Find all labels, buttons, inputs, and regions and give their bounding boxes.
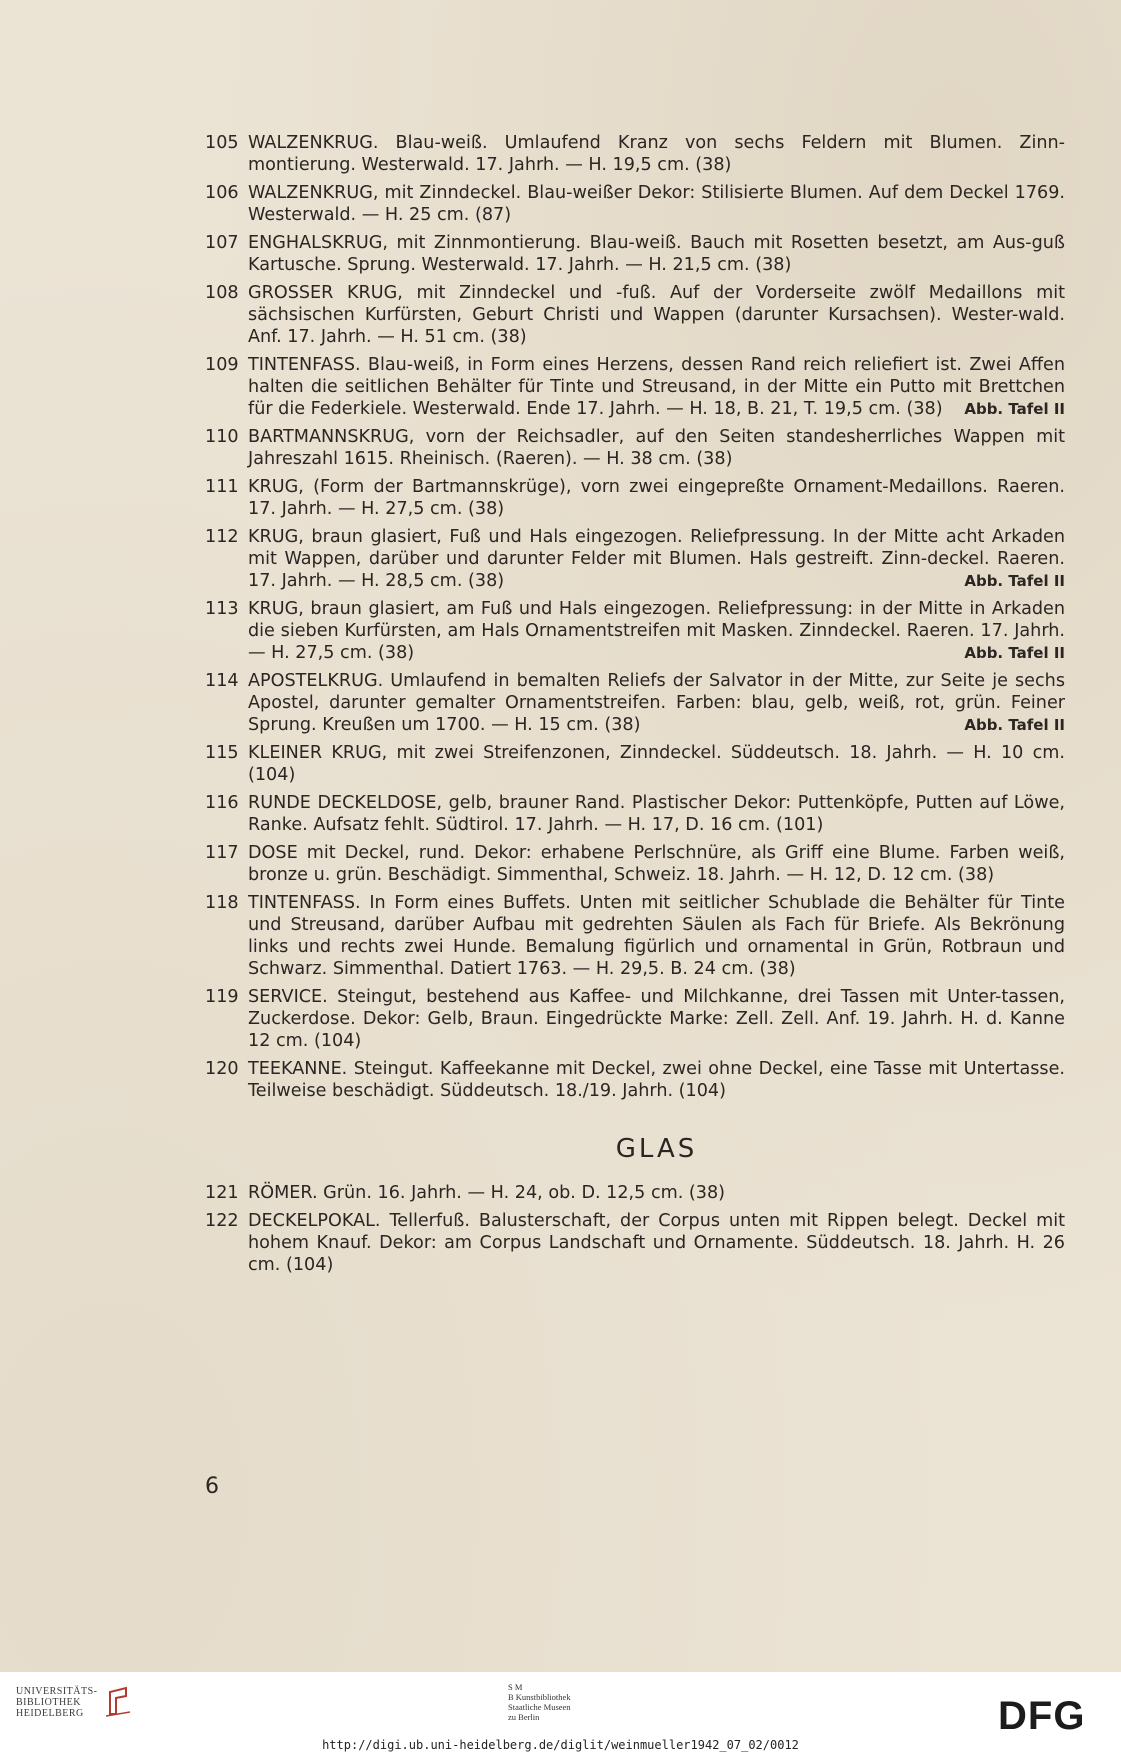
entry-number: 107 bbox=[205, 233, 239, 253]
library-line: BIBLIOTHEK bbox=[16, 1697, 81, 1708]
catalog-entry bbox=[205, 426, 1065, 470]
entry-description: ENGHALSKRUG, mit Zinnmontierung. Blau-weiß. Bauch mit Rosetten besetzt, am Aus-guß Kartusche. Sprung. Westerwald. 17. Jahrh. — H. 21,5 cm. (38) bbox=[248, 233, 1065, 275]
entry-description: KLEINER KRUG, mit zwei Streifenzonen, Zinndeckel. Süddeutsch. 18. Jahrh. — H. 10 cm. (104) bbox=[248, 743, 1065, 785]
catalog-entry bbox=[205, 476, 1065, 520]
source-url[interactable]: http://digi.ub.uni-heidelberg.de/diglit/weinmueller1942_07_02/0012 bbox=[322, 1738, 799, 1752]
entry-number: 110 bbox=[205, 427, 239, 447]
entry-number: 122 bbox=[205, 1211, 239, 1231]
entry-description: WALZENKRUG. Blau-weiß. Umlaufend Kranz von sechs Feldern mit Blumen. Zinn-montierung. Westerwald. 17. Jahrh. — H. 19,5 cm. (38) bbox=[248, 133, 1065, 175]
catalog-entry bbox=[205, 792, 1065, 836]
catalog-entry bbox=[205, 1058, 1065, 1102]
dfg-logo[interactable]: DFG bbox=[998, 1694, 1086, 1738]
catalog-entry bbox=[205, 132, 1065, 176]
library-line: HEIDELBERG bbox=[16, 1708, 84, 1719]
entry-number: 109 bbox=[205, 355, 239, 375]
entry-text: APOSTELKRUG. Umlaufend in bemalten Reliefs der Salvator in der Mitte, zur Seite je sechs Apostel, darunter gemalter Ornamentstreifen. Farben: blau, gelb, weiß, rot, grün. Feiner Sprung. Kreußen um 1700. — H. 15 cm. (38) bbox=[248, 671, 1065, 735]
entry-number: 120 bbox=[205, 1059, 239, 1079]
plate-reference: Abb. Tafel II bbox=[964, 400, 1065, 418]
catalog-entry bbox=[205, 986, 1065, 1052]
entry-number: 105 bbox=[205, 133, 239, 153]
plate-reference: Abb. Tafel II bbox=[964, 572, 1065, 590]
entry-number: 112 bbox=[205, 527, 239, 547]
center-line: B Kunstbibliothek bbox=[508, 1692, 571, 1702]
entry-description: RUNDE DECKELDOSE, gelb, brauner Rand. Plastischer Dekor: Puttenköpfe, Putten auf Löwe, Ranke. Aufsatz fehlt. Südtirol. 17. Jahrh. — H. 17, D. 16 cm. (101) bbox=[248, 793, 1065, 835]
entry-description: BARTMANNSKRUG, vorn der Reichsadler, auf den Seiten standesherrliches Wappen mit Jahreszahl 1615. Rheinisch. (Raeren). — H. 38 cm. (38) bbox=[248, 427, 1065, 469]
catalog-entry bbox=[205, 232, 1065, 276]
catalog-entry bbox=[205, 598, 1065, 664]
library-logo[interactable] bbox=[16, 1686, 156, 1719]
entry-description: GROSSER KRUG, mit Zinndeckel und -fuß. Auf der Vorderseite zwölf Medaillons mit sächsischen Kurfürsten, Geburt Christi und Wappen (darunter Kursachsen). Wester-wald. Anf. 17. Jahrh. — H. 51 cm. (38) bbox=[248, 283, 1065, 347]
entry-description: SERVICE. Steingut, bestehend aus Kaffee- und Milchkanne, drei Tassen mit Unter-tassen, Zuckerdose. Dekor: Gelb, Braun. Eingedrückte Marke: Zell. Zell. Anf. 19. Jahrh. H. d. Kanne 12 cm. (104) bbox=[248, 987, 1065, 1051]
catalog-entry bbox=[205, 892, 1065, 980]
library-line: UNIVERSITÄTS- bbox=[16, 1686, 98, 1697]
page-number: 6 bbox=[205, 1474, 219, 1499]
entry-number: 114 bbox=[205, 671, 239, 691]
entry-description: DECKELPOKAL. Tellerfuß. Balusterschaft, der Corpus unten mit Rippen belegt. Deckel mit hohem Knauf. Dekor: am Corpus Landschaft und Ornamente. Süddeutsch. 18. Jahrh. H. 26 cm. (104) bbox=[248, 1211, 1065, 1275]
entry-number: 113 bbox=[205, 599, 239, 619]
entry-number: 115 bbox=[205, 743, 239, 763]
entry-number: 111 bbox=[205, 477, 239, 497]
catalog-entry bbox=[205, 842, 1065, 886]
entry-description bbox=[248, 354, 1065, 420]
footer-bar bbox=[0, 1672, 1121, 1754]
entry-number: 118 bbox=[205, 893, 239, 913]
entry-description: TINTENFASS. In Form eines Buffets. Unten mit seitlicher Schublade die Behälter für Tinte und Streusand, darüber Aufbau mit gedrehten Säulen als Fach für Briefe. Als Bekrönung links und rechts zwei Hunde. Bemalung figürlich und ornamental in Grün, Rotbraun und Schwarz. Simmenthal. Datiert 1763. — H. 29,5. B. 24 cm. (38) bbox=[248, 893, 1065, 979]
section-title: GLAS bbox=[615, 1134, 698, 1164]
catalog-entry bbox=[205, 1182, 1065, 1204]
entry-description: DOSE mit Deckel, rund. Dekor: erhabene Perlschnüre, als Griff eine Blume. Farben weiß, bronze u. grün. Beschädigt. Simmenthal, Schweiz. 18. Jahrh. — H. 12, D. 12 cm. (38) bbox=[248, 843, 1065, 885]
entry-text: TINTENFASS. Blau-weiß, in Form eines Herzens, dessen Rand reich reliefiert ist. Zwei Affen halten die seitlichen Behälter für Tinte und Streusand, in der Mitte ein Putto mit Brettchen für die Federkiele. Westerwald. Ende 17. Jahrh. — H. 18, B. 21, T. 19,5 cm. (38) bbox=[248, 355, 1065, 419]
entry-description: KRUG, (Form der Bartmannskrüge), vorn zwei eingepreßte Ornament-Medaillons. Raeren. 17. Jahrh. — H. 27,5 cm. (38) bbox=[248, 477, 1065, 519]
plate-reference: Abb. Tafel II bbox=[964, 644, 1065, 662]
entry-text: KRUG, braun glasiert, Fuß und Hals eingezogen. Reliefpressung. In der Mitte acht Arkaden mit Wappen, darüber und darunter Felder mit Blumen. Hals gestreift. Zinn-deckel. Raeren. 17. Jahrh. — H. 28,5 cm. (38) bbox=[248, 527, 1065, 591]
entry-number: 116 bbox=[205, 793, 239, 813]
catalog-entry bbox=[205, 670, 1065, 736]
catalog-entry bbox=[205, 282, 1065, 348]
entry-number: 108 bbox=[205, 283, 239, 303]
entry-description: WALZENKRUG, mit Zinndeckel. Blau-weißer Dekor: Stilisierte Blumen. Auf dem Deckel 1769. Westerwald. — H. 25 cm. (87) bbox=[248, 183, 1065, 225]
entry-number: 121 bbox=[205, 1183, 239, 1203]
catalog-entry bbox=[205, 742, 1065, 786]
center-line: zu Berlin bbox=[508, 1712, 540, 1722]
catalog-entry bbox=[205, 1210, 1065, 1276]
entry-description bbox=[248, 526, 1065, 592]
entry-description bbox=[248, 598, 1065, 664]
entry-number: 117 bbox=[205, 843, 239, 863]
center-line: Staatliche Museen bbox=[508, 1702, 571, 1712]
library-emblem-icon bbox=[104, 1684, 134, 1718]
entries-ceramics bbox=[205, 132, 1065, 1102]
center-line: S M bbox=[508, 1682, 523, 1692]
entry-number: 119 bbox=[205, 987, 239, 1007]
entry-number: 106 bbox=[205, 183, 239, 203]
entry-description: RÖMER. Grün. 16. Jahrh. — H. 24, ob. D. 12,5 cm. (38) bbox=[248, 1183, 726, 1203]
entries-glass bbox=[205, 1182, 1065, 1276]
entry-description: TEEKANNE. Steingut. Kaffeekanne mit Deckel, zwei ohne Deckel, eine Tasse mit Untertasse. Teilweise beschädigt. Süddeutsch. 18./19. Jahrh. (104) bbox=[248, 1059, 1065, 1101]
catalog-entry bbox=[205, 354, 1065, 420]
catalog-list bbox=[205, 132, 1065, 1282]
kunstbibliothek-logo[interactable] bbox=[508, 1682, 658, 1722]
catalog-entry bbox=[205, 526, 1065, 592]
entry-text: KRUG, braun glasiert, am Fuß und Hals eingezogen. Reliefpressung: in der Mitte in Arkaden die sieben Kurfürsten, am Hals Ornamentstreifen mit Masken. Zinndeckel. Raeren. 17. Jahrh. — H. 27,5 cm. (38) bbox=[248, 599, 1065, 663]
entry-description bbox=[248, 670, 1065, 736]
plate-reference: Abb. Tafel II bbox=[964, 716, 1065, 734]
catalog-entry bbox=[205, 182, 1065, 226]
